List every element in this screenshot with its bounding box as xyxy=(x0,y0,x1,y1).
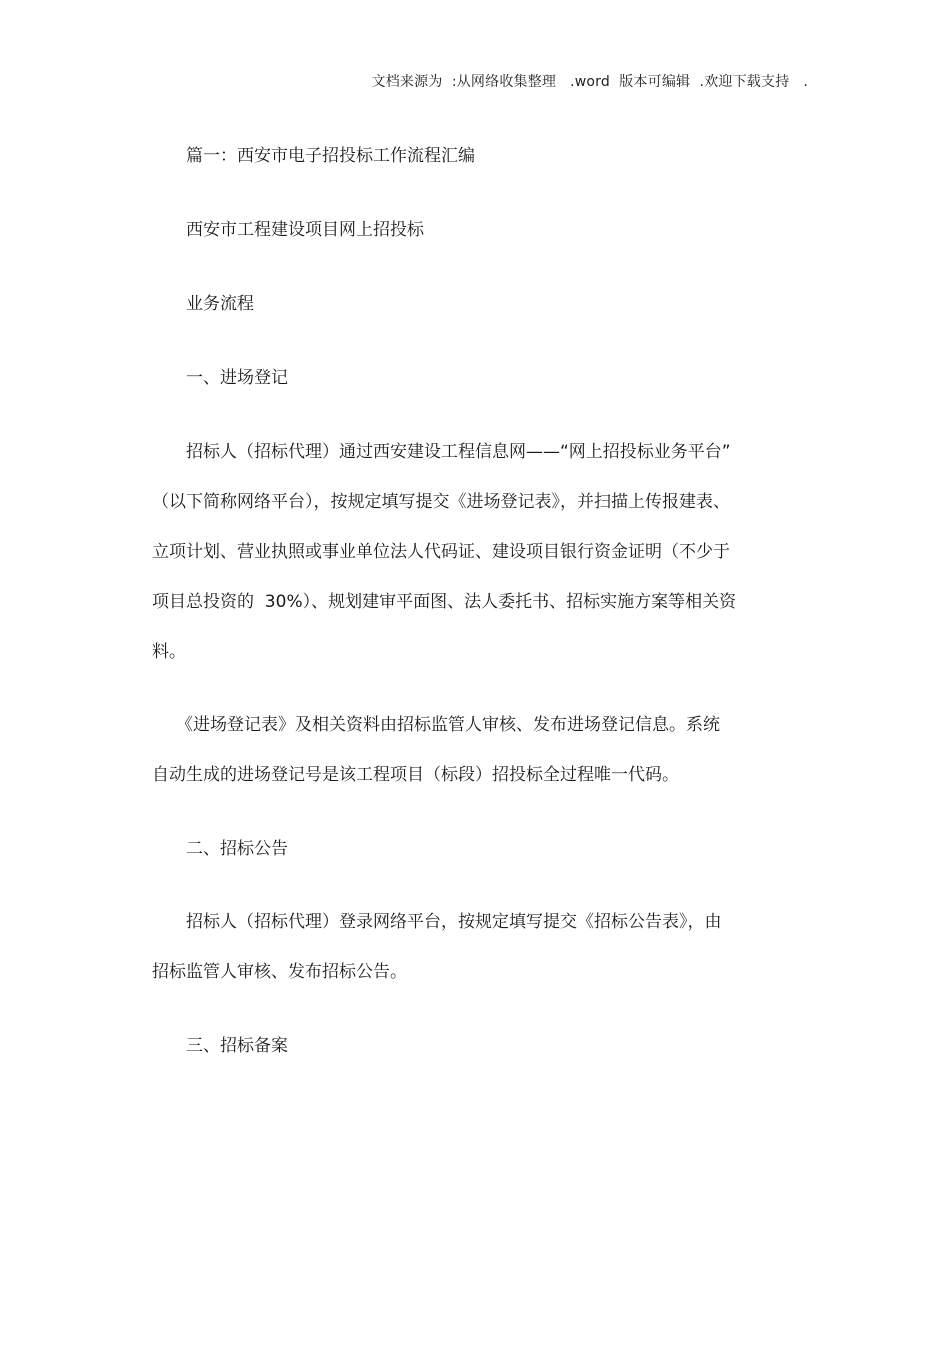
section1-para1-line: 项目总投资的 30%）、规划建审平面图、法人委托书、招标实施方案等相关资 xyxy=(152,592,737,612)
section1-para1-line: 立项计划、营业执照或事业单位法人代码证、建设项目银行资金证明（不少于 xyxy=(152,542,730,562)
section1-heading: 一、进场登记 xyxy=(186,368,288,388)
section3-heading: 三、招标备案 xyxy=(186,1036,288,1056)
subtitle-process: 业务流程 xyxy=(186,294,254,314)
source-note: 文档来源为 :从网络收集整理 .word 版本可编辑 .欢迎下载支持 . xyxy=(371,74,808,90)
section1-para1-line: 料。 xyxy=(152,642,186,662)
section1-para2-line: 《进场登记表》及相关资料由招标监管人审核、发布进场登记信息。系统 xyxy=(176,715,720,735)
section1-para1-line: （以下简称网络平台），按规定填写提交《进场登记表》，并扫描上传报建表、 xyxy=(152,492,730,512)
subtitle: 西安市工程建设项目网上招投标 xyxy=(186,220,424,240)
part-title: 篇一：西安市电子招投标工作流程汇编 xyxy=(186,146,475,166)
section1-para1-line: 招标人（招标代理）通过西安建设工程信息网——“网上招投标业务平台” xyxy=(186,442,731,462)
section2-para-line: 招标人（招标代理）登录网络平台，按规定填写提交《招标公告表》，由 xyxy=(186,912,722,932)
section2-para-line: 招标监管人审核、发布招标公告。 xyxy=(152,962,407,982)
section1-para2-line: 自动生成的进场登记号是该工程项目（标段）招投标全过程唯一代码。 xyxy=(152,765,679,785)
section2-heading: 二、招标公告 xyxy=(186,839,288,859)
